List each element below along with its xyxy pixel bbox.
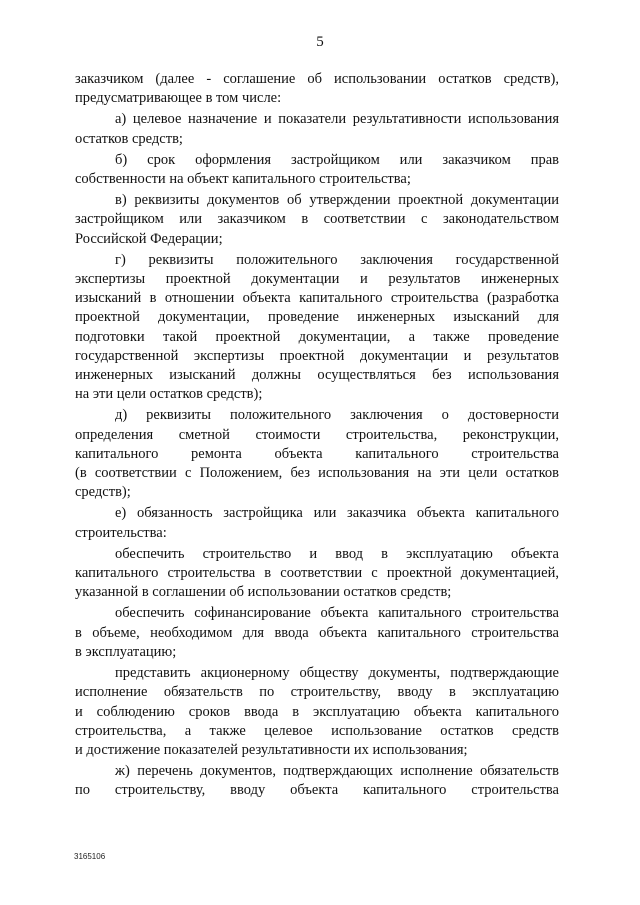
text-line: (в соответствии с Положением, без использования на эти цели остатков [75,465,559,482]
text-line: в эксплуатацию; [75,643,177,660]
text-line: государственной экспертизы проектной документации и результатов [75,347,559,364]
text-line: обеспечить софинансирование объекта капитального строительства [115,605,559,622]
text-line: инженерных изысканий должны осуществляться без использования [75,367,559,384]
text-line: собственности на объект капитального строительства; [75,171,411,188]
paragraph [75,762,559,800]
text-line: предусматривающее в том числе: [75,90,282,107]
text-line: обеспечить строительство и ввод в эксплуатацию объекта [115,545,559,562]
text-line: в объеме, необходимом для ввода объекта капитального строительства [75,624,559,641]
paragraph [75,604,559,662]
text-line: заказчиком (далее - соглашение об использовании остатков средств), [75,71,559,87]
text-line: на эти цели остатков средств); [75,386,263,403]
text-line: по строительству, вводу объекта капитального строительства [75,782,559,799]
text-line: подготовки такой проектной документации, а также проведение [75,328,559,345]
text-line: строительства, а также целевое использование остатков средств [75,722,559,739]
page-number: 5 [316,34,324,50]
text-line: ж) перечень документов, подтверждающих исполнение обязательств [115,763,559,780]
paragraph [75,406,559,502]
text-line: остатков средств; [75,130,183,147]
text-line: капитального строительства в соответствии с проектной документацией, [75,565,559,582]
paragraph [75,504,559,542]
text-line: в) реквизиты документов об утверждении проектной документации [115,192,559,209]
paragraph [75,191,559,249]
text-line: б) срок оформления застройщиком или заказчиком прав [115,151,559,168]
paragraph [75,151,559,189]
text-line: застройщиком или заказчиком в соответствии с законодательством [75,211,559,228]
text-line: капитального ремонта объекта капитального строительства [75,445,559,462]
text-line: строительства: [75,524,167,541]
paragraph [75,70,559,108]
text-line: е) обязанность застройщика или заказчика объекта капитального [115,505,559,522]
paragraph [75,664,559,760]
text-line: г) реквизиты положительного заключения государственной [115,251,559,268]
text-line: Российской Федерации; [75,230,223,247]
document-body [75,70,559,803]
text-line: проектной документации, проведение инженерных изысканий для [75,309,559,326]
document-id: 3165106 [74,852,106,861]
text-line: изысканий в отношении объекта капитального строительства (разработка [75,290,559,307]
text-line: указанной в соглашении об использовании остатков средств; [75,584,452,601]
text-line: определения сметной стоимости строительства, реконструкции, [75,426,559,443]
text-line: исполнение обязательств по строительству, вводу в эксплуатацию [75,684,559,701]
text-line: и достижение показателей результативности их использования; [75,741,468,758]
paragraph [75,251,559,405]
text-line: а) целевое назначение и показатели результативности использования [115,111,559,128]
paragraph [75,545,559,603]
text-line: д) реквизиты положительного заключения о достоверности [115,407,559,424]
text-line: экспертизы проектной документации и результатов инженерных [75,271,559,288]
text-line: и соблюдению сроков ввода в эксплуатацию объекта капитального [75,703,559,720]
text-line: средств); [75,484,131,501]
paragraph [75,110,559,148]
text-line: представить акционерному обществу документы, подтверждающие [115,665,559,682]
